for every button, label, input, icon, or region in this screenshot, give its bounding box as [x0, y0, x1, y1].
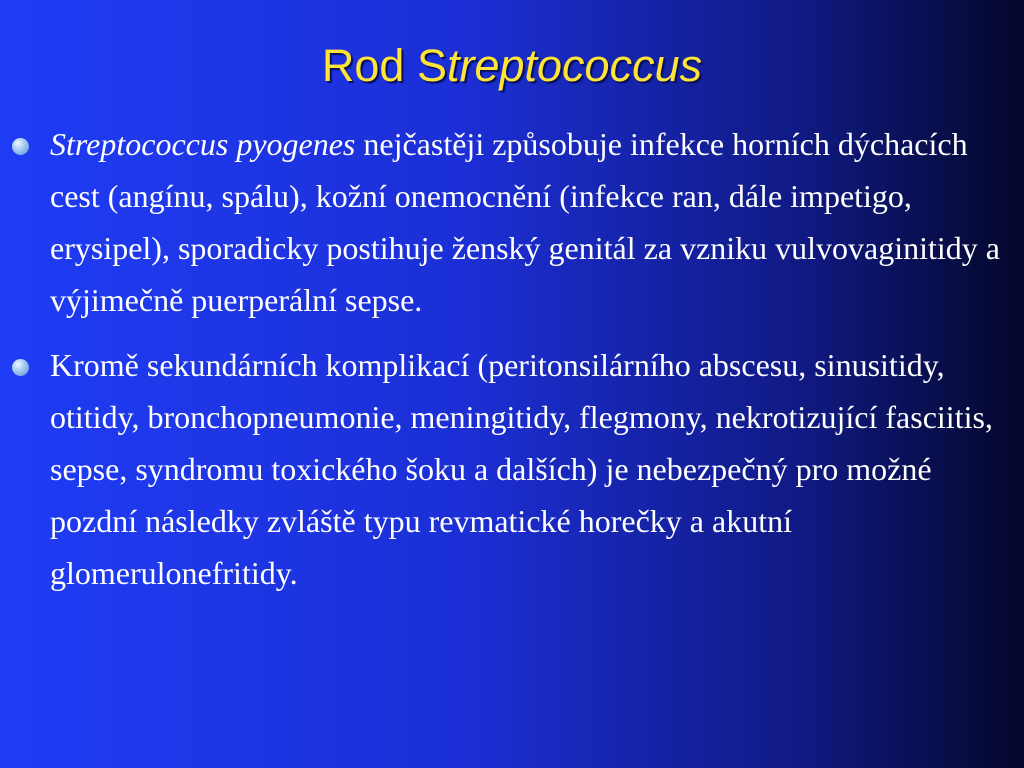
bullet-text: nejčastěji způsobuje infekce horních dýchacích cest (angínu, spálu), kožní onemocnění (infekce ran, dále impetigo, erysipel), sporadicky postihuje ženský genitál za vzniku vulvovaginitidy a výjimečně puerperální sepse.: [50, 126, 1000, 318]
bullet-list: [0, 118, 1024, 612]
slide-title: [0, 38, 1024, 94]
bullet-item: [0, 118, 1024, 326]
bullet-text: Kromě sekundárních komplikací (peritonsilárního abscesu, sinusitidy, otitidy, bronchopneumonie, meningitidy, flegmony, nekrotizující fasciitis, sepse, syndromu toxického šoku a dalších) je nebezpečný pro možné pozdní následky zvláště typu revmatické horečky a akutní glomerulonefritidy.: [50, 347, 993, 591]
bullet-item: [0, 339, 1024, 599]
bullet-icon: [12, 359, 29, 376]
bullet-icon: [12, 138, 29, 155]
title-italic-part: treptococcus: [446, 40, 703, 91]
species-name: Streptococcus pyogenes: [50, 126, 356, 162]
title-plain-part: Rod S: [321, 40, 447, 91]
